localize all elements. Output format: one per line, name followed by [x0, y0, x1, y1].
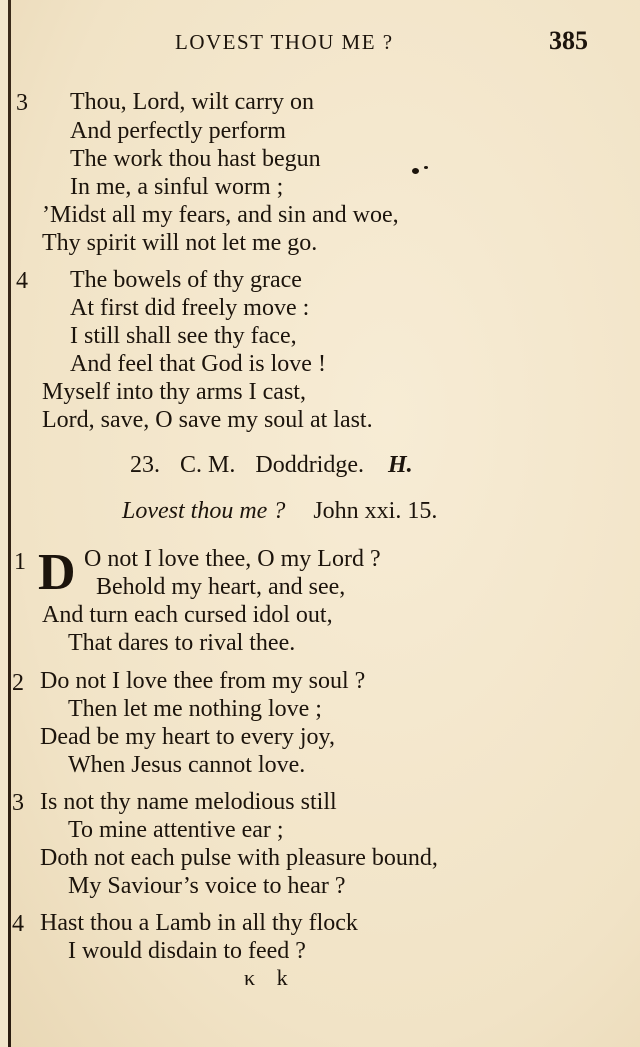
hymn-title: Lovest thou me ?	[122, 498, 286, 524]
signature-mark: κ k	[244, 965, 296, 990]
verse-line: I would disdain to feed ?	[68, 938, 306, 964]
hymn-meter: C. M.	[180, 452, 236, 478]
scripture-reference: John xxi. 15.	[313, 498, 438, 524]
verse-number: 4	[16, 268, 28, 294]
verse-line: ’Midst all my fears, and sin and woe,	[42, 202, 399, 228]
verse-number: 4	[12, 911, 24, 937]
verse-line: Dead be my heart to every joy,	[40, 724, 335, 750]
hymn-heading	[130, 452, 427, 479]
verse-number: 3	[12, 790, 24, 816]
verse-line: And turn each cursed idol out,	[42, 602, 333, 628]
verse-line: At first did freely move :	[70, 295, 310, 321]
verse-line: In me, a sinful worm ;	[70, 174, 284, 200]
verse-line: When Jesus cannot love.	[68, 752, 306, 778]
verse-line: That dares to rival thee.	[68, 630, 296, 656]
verse-line: Doth not each pulse with pleasure bound,	[40, 845, 438, 871]
verse-line: Myself into thy arms I cast,	[42, 379, 306, 405]
verse-line: Is not thy name melodious still	[40, 789, 337, 815]
verse-line: Then let me nothing love ;	[68, 696, 322, 722]
page-number: 385	[549, 26, 588, 55]
hymn-source-mark: H.	[388, 452, 413, 478]
verse-line: The work thou hast begun	[70, 146, 321, 172]
verse-line: Thy spirit will not let me go.	[42, 230, 318, 256]
drop-cap: D	[38, 544, 76, 601]
verse-line: And perfectly perform	[70, 118, 286, 144]
verse-line: Thou, Lord, wilt carry on	[70, 89, 314, 115]
verse-number: 3	[16, 90, 28, 116]
ink-blot	[424, 166, 428, 169]
verse-line: I still shall see thy face,	[70, 323, 297, 349]
hymn-number: 23.	[130, 452, 160, 478]
hymn-author: Doddridge.	[255, 452, 365, 478]
running-head: LOVEST THOU ME ?	[175, 30, 394, 54]
verse-number: 2	[12, 670, 24, 696]
verse-line: To mine attentive ear ;	[68, 817, 284, 843]
verse-line: Lord, save, O save my soul at last.	[42, 407, 373, 433]
verse-line: My Saviour’s voice to hear ?	[68, 873, 346, 899]
verse-line: Behold my heart, and see,	[96, 574, 346, 600]
verse-line: Do not I love thee from my soul ?	[40, 668, 366, 694]
verse-line: The bowels of thy grace	[70, 267, 302, 293]
verse-line: And feel that God is love !	[70, 351, 326, 377]
verse-number: 1	[14, 549, 26, 575]
ink-blot	[412, 168, 419, 174]
hymn-title-line	[122, 498, 437, 525]
verse-line: Hast thou a Lamb in all thy flock	[40, 910, 358, 936]
verse-line: O not I love thee, O my Lord ?	[84, 546, 381, 572]
